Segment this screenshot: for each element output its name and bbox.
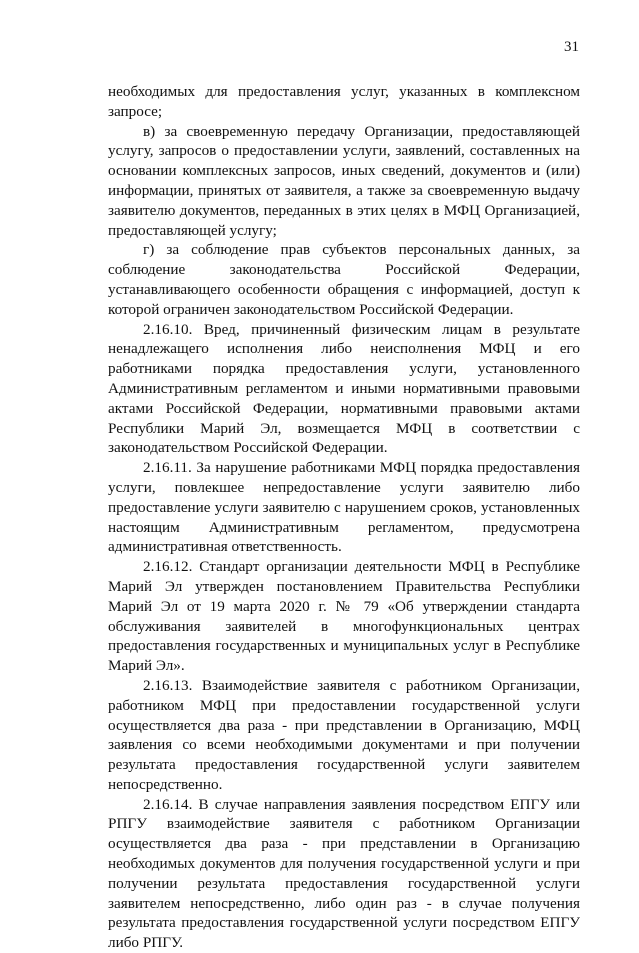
paragraph-item-v: в) за своевременную передачу Организации, предоставляющей услугу, запросов о предоставлении услуги, заявлений, составленных на основании комплексных запросов, иных сведений, документов и (или) информации, принятых от заявителя, а также за своевременную выдачу заявителю документов, переданных в этих целях в МФЦ Организацией, предоставляющей услугу;	[108, 122, 580, 239]
paragraph-continuation: необходимых для предоставления услуг, указанных в комплексном запросе;	[108, 83, 580, 120]
document-body	[108, 82, 580, 953]
paragraph-2-16-11: 2.16.11. За нарушение работниками МФЦ порядка предоставления услуги, повлекшее непредоставление услуги заявителю либо предоставление услуги заявителю с нарушением сроков, установленных настоящим Административным регламентом, предусмотрена административная ответственность.	[108, 459, 580, 556]
page-number: 31	[564, 39, 579, 55]
paragraph-2-16-10: 2.16.10. Вред, причиненный физическим лицам в результате ненадлежащего исполнения либо неисполнения МФЦ и его работниками порядка предоставления услуги, установленного Административным регламентом и иными нормативными правовыми актами Российской Федерации, нормативными правовыми актами Республики Марий Эл, возмещается МФЦ в соответствии с законодательством Российской Федерации.	[108, 320, 580, 457]
paragraph-item-g: г) за соблюдение прав субъектов персональных данных, за соблюдение законодательства Российской Федерации, устанавливающего особенности обращения с информацией, доступ к которой ограничен законодательством Российской Федерации.	[108, 241, 580, 318]
paragraph-2-16-13: 2.16.13. Взаимодействие заявителя с работником Организации, работником МФЦ при предоставлении государственной услуги осуществляется два раза - при представлении в Организацию, МФЦ заявления со всеми необходимыми документами и при получении результата предоставления государственной услуги заявителем непосредственно.	[108, 676, 580, 793]
paragraph-2-16-12: 2.16.12. Стандарт организации деятельности МФЦ в Республике Марий Эл утвержден постановлением Правительства Республики Марий Эл от 19 марта 2020 г. № 79 «Об утверждении стандарта обслуживания заявителей в многофункциональных центрах предоставления государственных и муниципальных услуг в Республике Марий Эл».	[108, 558, 580, 675]
paragraph-2-16-14: 2.16.14. В случае направления заявления посредством ЕПГУ или РПГУ взаимодействие заявителя с работником Организации осуществляется два раза - при представлении в Организацию необходимых документов для получения государственной услуги и при получении результата предоставления государственной услуги заявителем непосредственно, либо один раз - в случае получения результата предоставления государственной услуги посредством ЕПГУ либо РПГУ.	[108, 795, 580, 952]
